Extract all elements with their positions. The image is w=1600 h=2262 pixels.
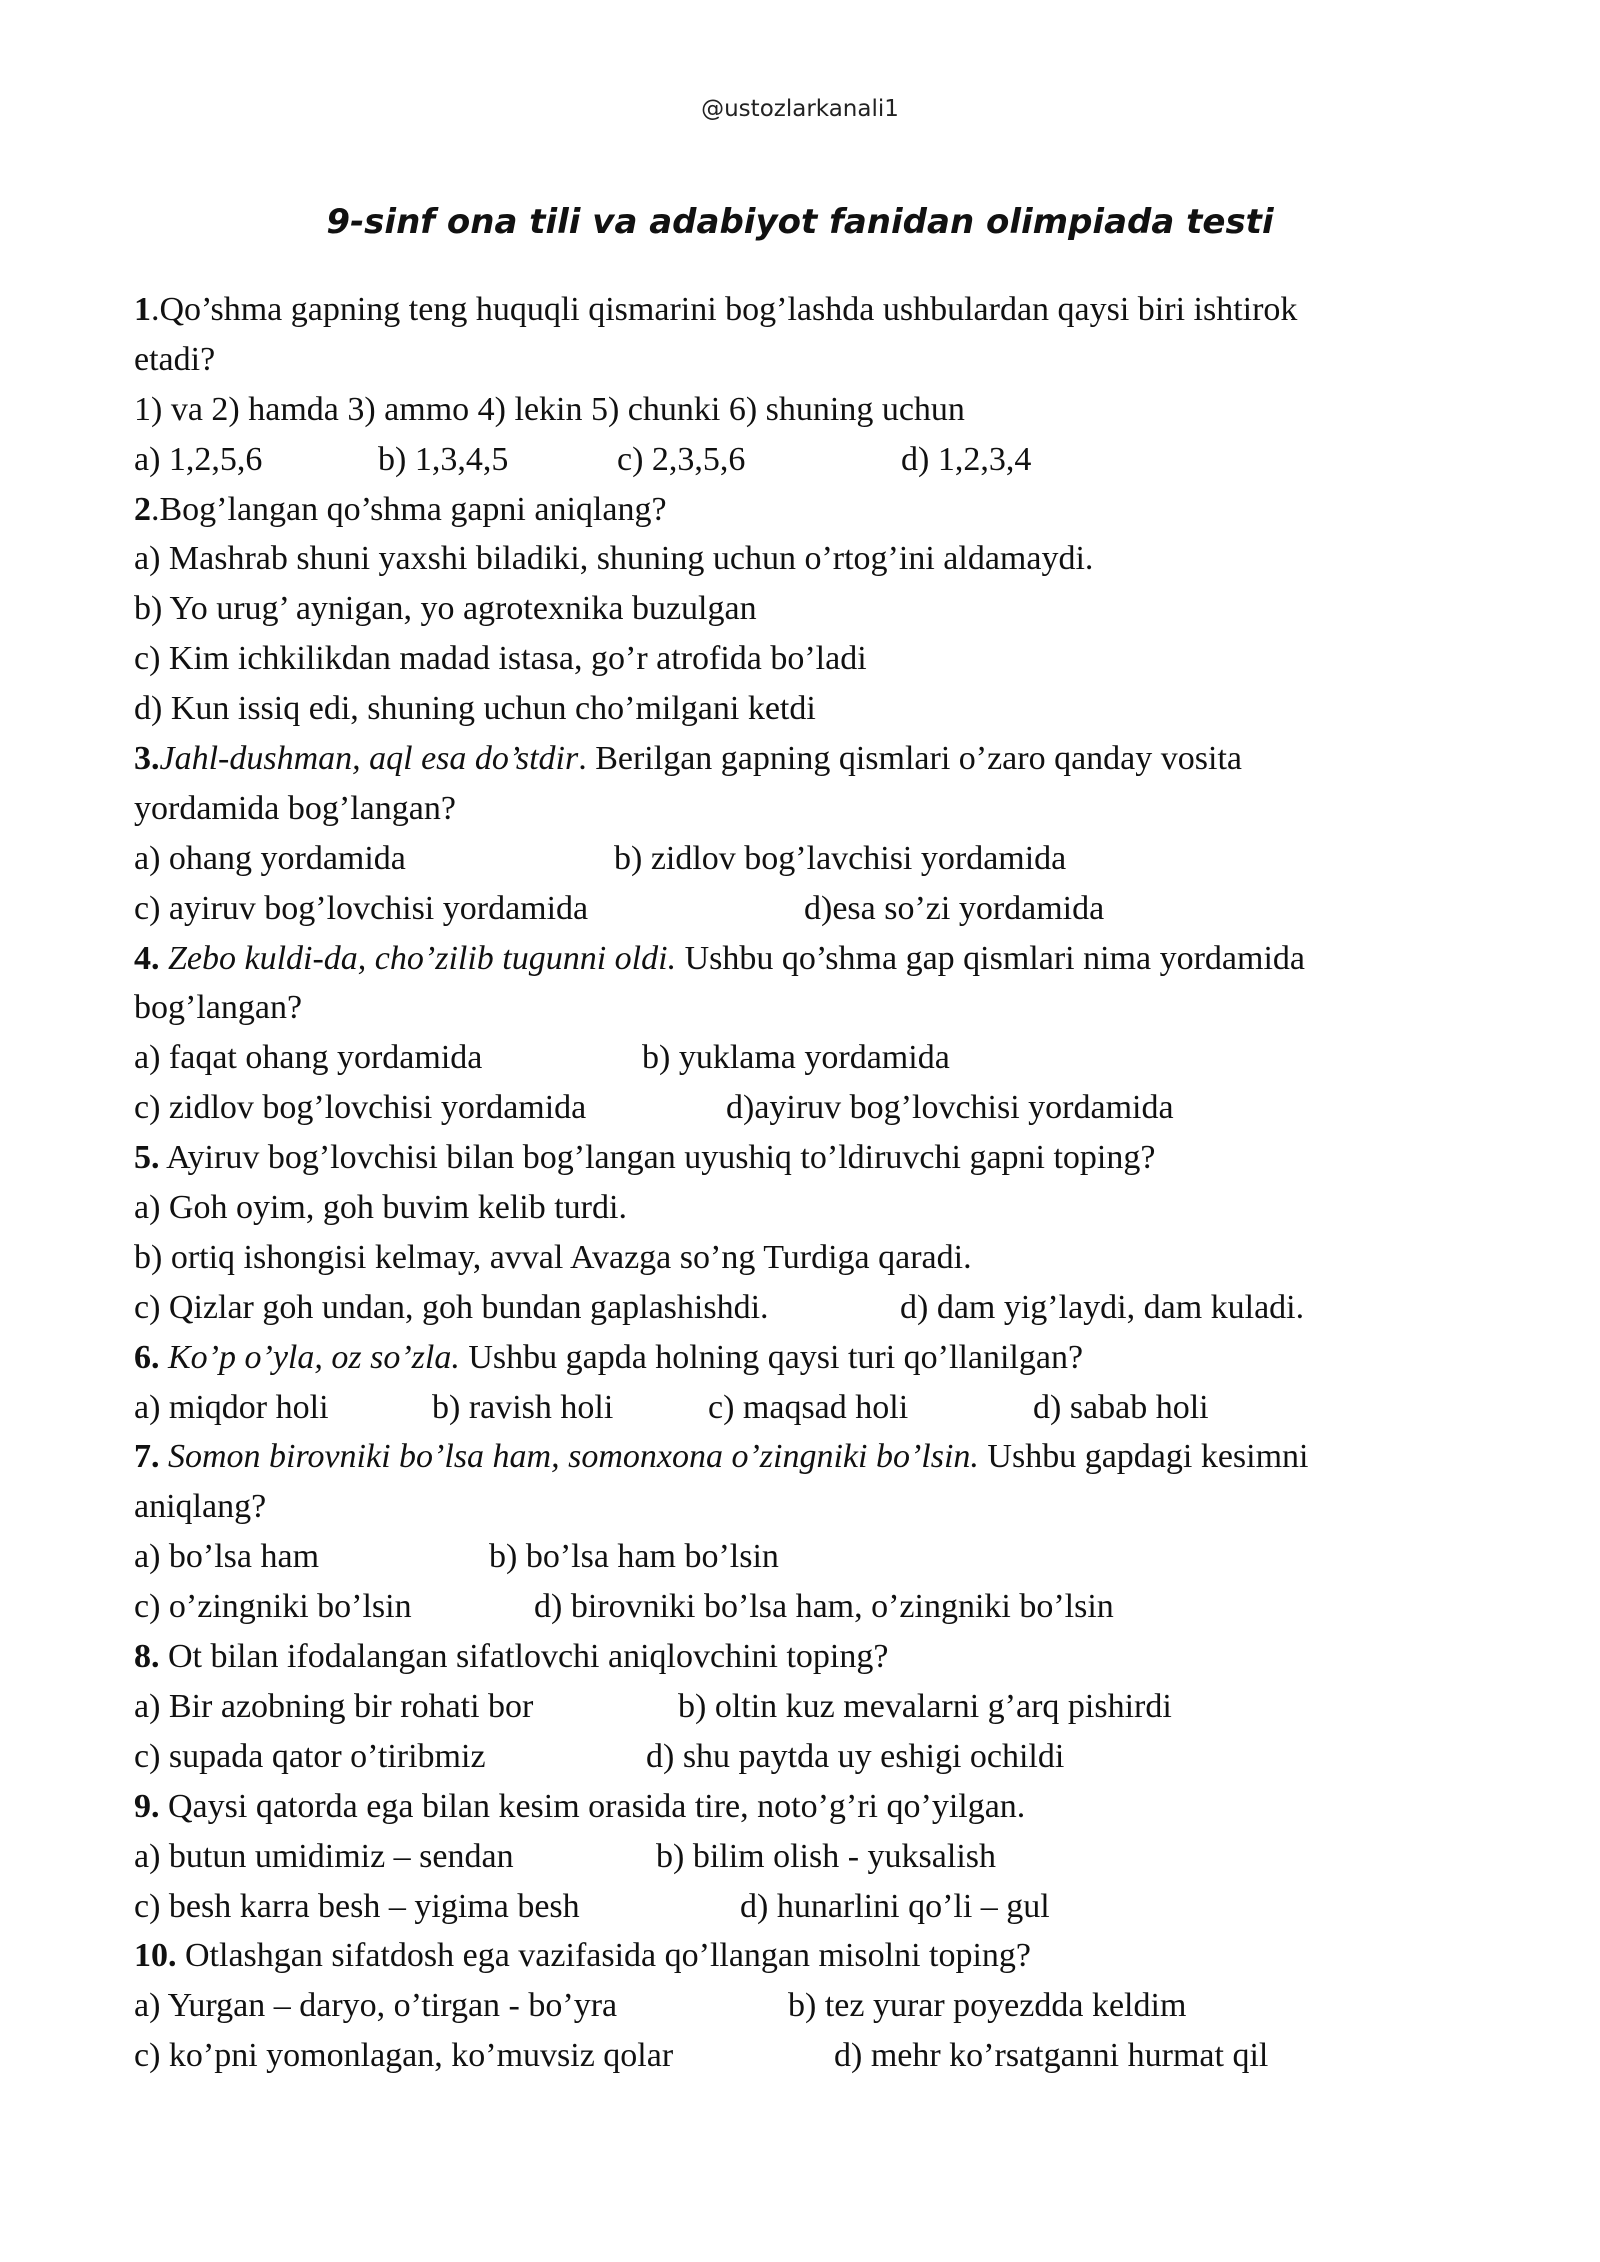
option-d: d) dam yig’laydi, dam kuladi.: [900, 1288, 1305, 1326]
option-c: c) supada qator o’tiribmiz: [134, 1737, 486, 1775]
question-4-options-cd: [134, 1083, 1464, 1133]
option-d: d) Kun issiq edi, shuning uchun cho’milgani ketdi: [134, 690, 816, 728]
question-punct: .: [151, 291, 160, 328]
question-number: 10.: [134, 1937, 177, 1975]
option-a: a) Mashrab shuni yaxshi biladiki, shuning uchun o’rtog’ini aldamaydi.: [134, 540, 1094, 578]
question-number: 6.: [134, 1338, 160, 1376]
option-b: b) ortiq ishongisi kelmay, avval Avazga so’ng Turdiga qaradi.: [134, 1238, 972, 1276]
question-number: 8.: [134, 1638, 160, 1676]
option-a: a) bo’lsa ham: [134, 1538, 320, 1576]
question-1-line: [134, 285, 1464, 335]
question-text: . Berilgan gapning qismlari o’zaro qanday vosita: [578, 740, 1242, 778]
option-b: b) yuklama yordamida: [642, 1039, 950, 1077]
question-3-continuation: yordamida bog’langan?: [134, 789, 456, 827]
option-c: c) zidlov bog’lovchisi yordamida: [134, 1089, 587, 1127]
question-1-extra: 1) va 2) hamda 3) ammo 4) lekin 5) chunki 6) shuning uchun: [134, 390, 965, 428]
question-5-options-cd: [134, 1283, 1464, 1333]
question-4-options-ab: [134, 1033, 1464, 1083]
question-10-options-cd: [134, 2031, 1464, 2081]
option-b: b) Yo urug’ aynigan, yo agrotexnika buzulgan: [134, 590, 757, 628]
question-punct: .: [151, 490, 160, 528]
option-a: a) Yurgan – daryo, o’tirgan - bo’yra: [134, 1987, 618, 2025]
question-1-options: [134, 435, 1464, 485]
question-9-options-cd: [134, 1882, 1464, 1932]
option-d: d) mehr ko’rsatganni hurmat qil: [834, 2037, 1269, 2075]
document-title: 9-sinf ona tili va adabiyot fanidan olimpiada testi: [326, 202, 1274, 242]
option-a: a) Goh oyim, goh buvim kelib turdi.: [134, 1189, 627, 1227]
option-b: b) tez yurar poyezdda keldim: [788, 1987, 1187, 2025]
question-6-options: [134, 1383, 1464, 1433]
option-c: c) ayiruv bog’lovchisi yordamida: [134, 889, 589, 927]
question-text: Ot bilan ifodalangan sifatlovchi aniqlovchini toping?: [159, 1638, 889, 1676]
option-a: a) butun umidimiz – sendan: [134, 1837, 514, 1875]
question-9-line: [134, 1782, 1464, 1832]
question-number: 4.: [134, 939, 160, 977]
option-d: d) hunarlini qo’li – gul: [740, 1887, 1050, 1925]
option-c: c) besh karra besh – yigima besh: [134, 1887, 580, 1925]
option-a: a) miqdor holi: [134, 1388, 329, 1426]
question-5-line: [134, 1133, 1464, 1183]
question-3-options-cd: [134, 884, 1464, 934]
option-b: b) 1,3,4,5: [378, 440, 509, 478]
question-10-options-ab: [134, 1981, 1464, 2031]
question-7-options-ab: [134, 1532, 1464, 1582]
option-d: d) birovniki bo’lsa ham, o’zingniki bo’lsin: [534, 1588, 1114, 1626]
question-6-line: [134, 1333, 1464, 1383]
option-d: d)ayiruv bog’lovchisi yordamida: [726, 1089, 1174, 1127]
question-text: Qaysi qatorda ega bilan kesim orasida tire, noto’g’ri qo’yilgan.: [159, 1787, 1026, 1825]
question-text: Ushbu qo’shma gap qismlari nima yordamida: [676, 939, 1305, 977]
question-text: Qo’shma gapning teng huquqli qismarini bog’lashda ushbulardan qaysi biri ishtirok: [159, 291, 1298, 328]
question-7-options-cd: [134, 1582, 1464, 1632]
option-c: c) 2,3,5,6: [617, 440, 746, 478]
question-number: 9.: [134, 1787, 160, 1825]
example-sentence: Jahl-dushman, aql esa do’stdir: [159, 740, 579, 778]
option-d: d) shu paytda uy eshigi ochildi: [646, 1737, 1065, 1775]
option-b: b) ravish holi: [432, 1388, 614, 1426]
option-c: c) o’zingniki bo’lsin: [134, 1588, 412, 1626]
question-2-line: [134, 485, 1464, 535]
example-sentence: Ko’p o’yla, oz so’zla.: [159, 1338, 460, 1376]
question-4-line: [134, 934, 1464, 984]
question-text: Ushbu gapda holning qaysi turi qo’llanilgan?: [459, 1338, 1084, 1376]
question-9-options-ab: [134, 1832, 1464, 1882]
example-sentence: Somon birovniki bo’lsa ham, somonxona o’zingniki bo’lsin.: [159, 1438, 979, 1476]
question-7-continuation: aniqlang?: [134, 1488, 267, 1526]
option-a: a) ohang yordamida: [134, 839, 406, 877]
question-text: Ushbu gapdagi kesimni: [978, 1438, 1309, 1476]
question-1-continuation: etadi?: [134, 340, 216, 378]
option-c: c) ko’pni yomonlagan, ko’muvsiz qolar: [134, 2037, 674, 2075]
question-10-line: [134, 1931, 1464, 1981]
option-b: b) bo’lsa ham bo’lsin: [489, 1538, 779, 1576]
question-7-line: [134, 1432, 1464, 1482]
option-d: d) 1,2,3,4: [901, 440, 1032, 478]
question-number: 5.: [134, 1139, 160, 1177]
question-number: 3.: [134, 740, 160, 778]
question-text: Bog’langan qo’shma gapni aniqlang?: [159, 490, 667, 528]
question-number: 2: [134, 490, 151, 528]
channel-header: @ustozlarkanali1: [701, 96, 899, 122]
question-3-options-ab: [134, 834, 1464, 884]
question-text: Otlashgan sifatdosh ega vazifasida qo’llangan misolni toping?: [176, 1937, 1032, 1975]
option-d: d) sabab holi: [1033, 1388, 1209, 1426]
option-b: b) oltin kuz mevalarni g’arq pishirdi: [678, 1687, 1172, 1725]
question-number: 7.: [134, 1438, 160, 1476]
question-8-options-ab: [134, 1682, 1464, 1732]
option-c: c) maqsad holi: [708, 1388, 909, 1426]
option-d: d)esa so’zi yordamida: [804, 889, 1105, 927]
question-text: Ayiruv bog’lovchisi bilan bog’langan uyushiq to’ldiruvchi gapni toping?: [159, 1139, 1156, 1177]
option-a: a) 1,2,5,6: [134, 440, 263, 478]
example-sentence: Zebo kuldi-da, cho’zilib tugunni oldi.: [159, 939, 677, 977]
test-content: [134, 285, 1464, 2081]
question-4-continuation: bog’langan?: [134, 989, 303, 1027]
question-8-line: [134, 1632, 1464, 1682]
question-8-options-cd: [134, 1732, 1464, 1782]
option-c: c) Kim ichkilikdan madad istasa, go’r atrofida bo’ladi: [134, 640, 867, 678]
option-b: b) bilim olish - yuksalish: [656, 1837, 996, 1875]
option-c: c) Qizlar goh undan, goh bundan gaplashishdi.: [134, 1288, 769, 1326]
question-3-line: [134, 734, 1464, 784]
option-a: a) faqat ohang yordamida: [134, 1039, 483, 1077]
question-number: 1: [134, 291, 151, 328]
option-a: a) Bir azobning bir rohati bor: [134, 1687, 534, 1725]
option-b: b) zidlov bog’lavchisi yordamida: [614, 839, 1067, 877]
